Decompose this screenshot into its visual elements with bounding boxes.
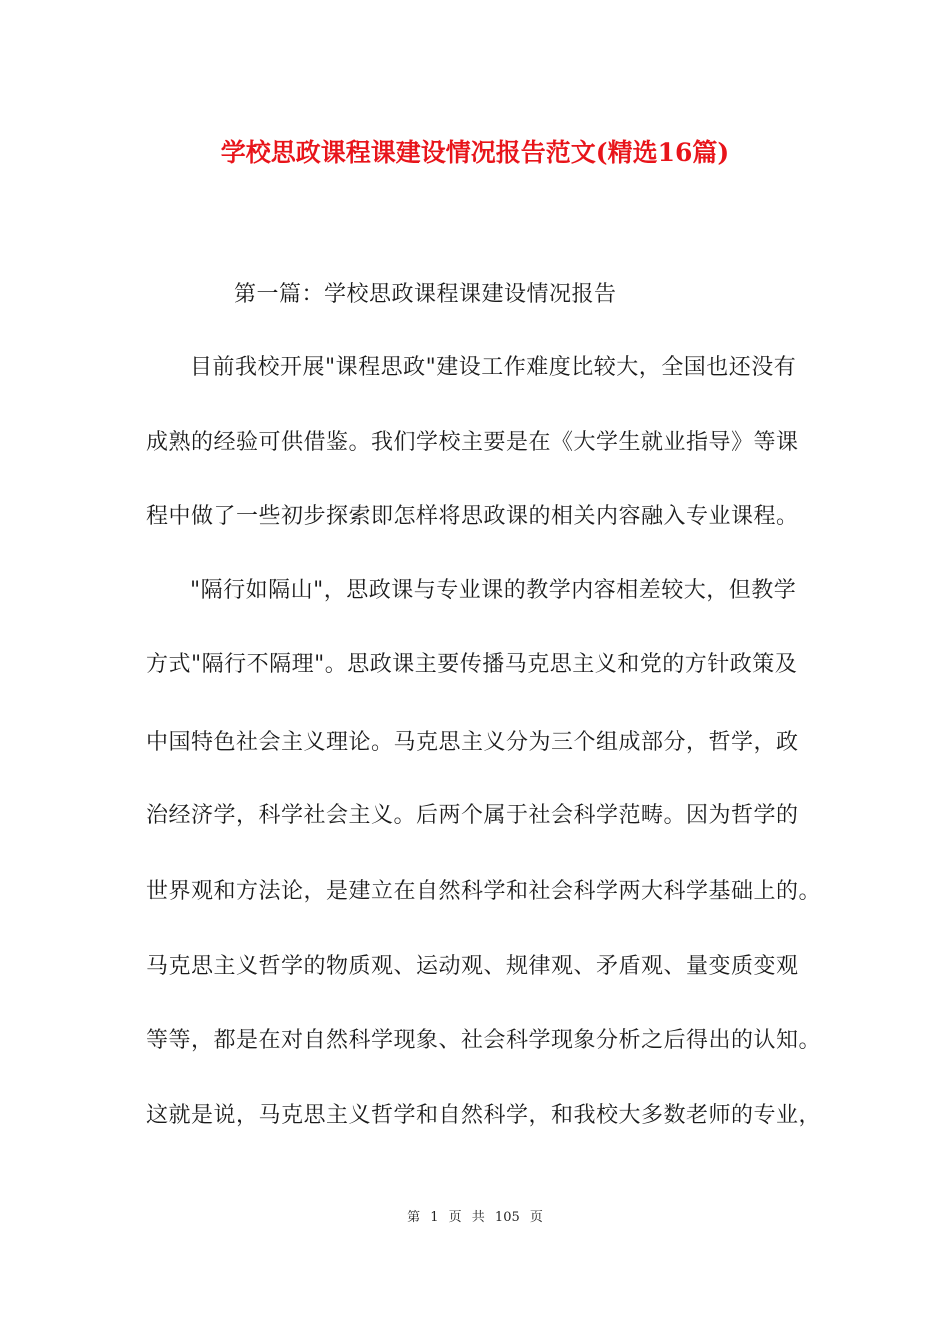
paragraph-line: 程中做了一些初步探索即怎样将思政课的相关内容融入专业课程。 xyxy=(146,504,799,529)
paragraph-line: 目前我校开展"课程思政"建设工作难度比较大，全国也还没有 xyxy=(190,355,797,380)
paragraph-line: 这就是说，马克思主义哲学和自然科学，和我校大多数老师的专业， xyxy=(146,1103,822,1128)
paragraph-line: 治经济学，科学社会主义。后两个属于社会科学范畴。因为哲学的 xyxy=(146,803,799,828)
paragraph-line: 方式"隔行不隔理"。思政课主要传播马克思主义和党的方针政策及 xyxy=(146,652,798,677)
paragraph-line: 世界观和方法论，是建立在自然科学和社会科学两大科学基础上的。 xyxy=(146,879,822,904)
paragraph-line: 成熟的经验可供借鉴。我们学校主要是在《大学生就业指导》等课 xyxy=(146,430,799,455)
section-heading: 第一篇：学校思政课程课建设情况报告 xyxy=(234,282,617,307)
paragraph-line: "隔行如隔山"，思政课与专业课的教学内容相差较大，但教学 xyxy=(190,578,797,603)
paragraph-line: 等等，都是在对自然科学现象、社会科学现象分析之后得出的认知。 xyxy=(146,1028,822,1053)
paragraph-line: 中国特色社会主义理论。马克思主义分为三个组成部分，哲学，政 xyxy=(146,730,799,755)
paragraph-line: 马克思主义哲学的物质观、运动观、规律观、矛盾观、量变质变观 xyxy=(146,954,799,979)
document-title: 学校思政课程课建设情况报告范文(精选16篇) xyxy=(220,138,730,167)
page-number-footer: 第 1 页 共 105 页 xyxy=(407,1210,543,1225)
